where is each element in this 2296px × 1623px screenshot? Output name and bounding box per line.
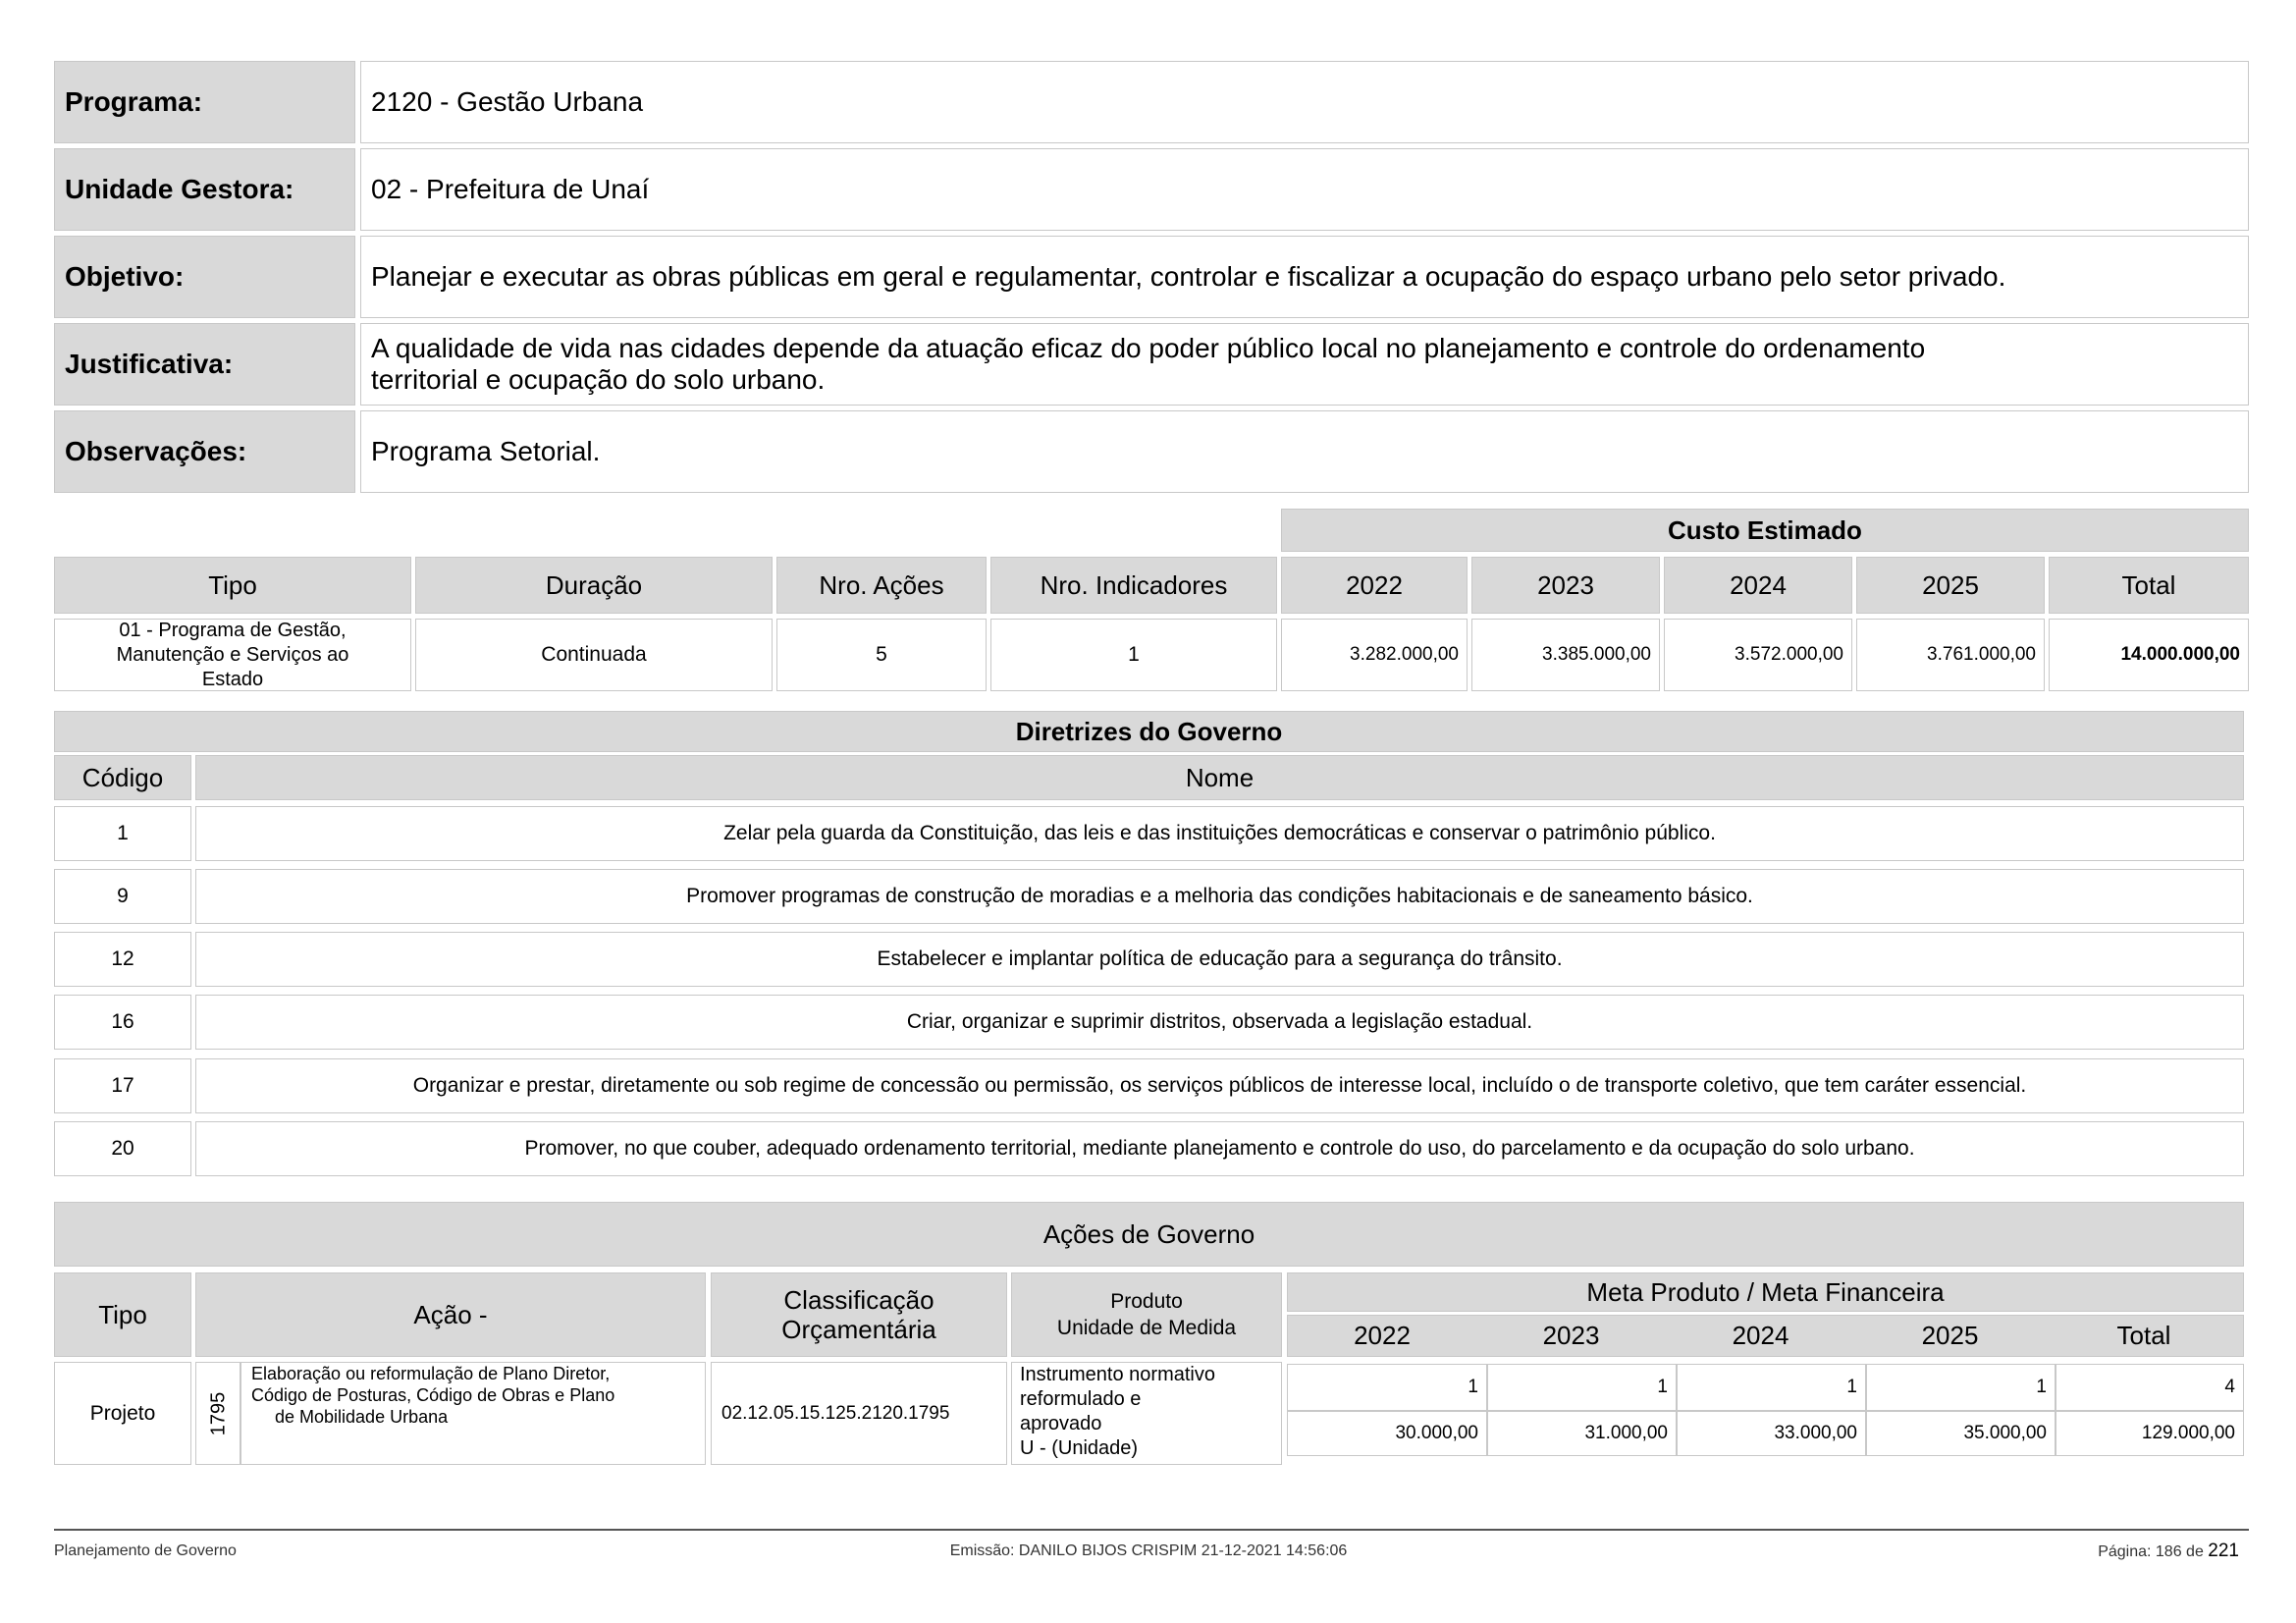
diretriz-codigo: 20: [54, 1121, 191, 1176]
acao-tipo-cell: Projeto: [54, 1362, 191, 1465]
meta-financeira-2024: 33.000,00: [1677, 1411, 1866, 1456]
acoes-header-meta: Meta Produto / Meta Financeira: [1287, 1272, 2244, 1312]
unidade-gestora-label: Unidade Gestora:: [54, 148, 355, 231]
diretriz-nome: Promover programas de construção de moradias e a melhoria das condições habitacionais e de saneamento básico.: [195, 869, 2244, 924]
summary-tipo-line-1: 01 - Programa de Gestão,: [119, 619, 347, 641]
meta-produto-2022: 1: [1287, 1364, 1487, 1411]
diretrizes-header-nome: Nome: [195, 755, 2244, 800]
diretriz-nome: Organizar e prestar, diretamente ou sob regime de concessão ou permissão, os serviços públicos de interesse local, incluído o de transporte coletivo, que tem caráter essencial.: [195, 1058, 2244, 1113]
summary-header-duracao: Duração: [415, 557, 773, 614]
justificativa-line-1: A qualidade de vida nas cidades depende da atuação eficaz do poder público local no planejamento e controle do ordenamento: [371, 333, 1926, 363]
diretrizes-title: Diretrizes do Governo: [54, 711, 2244, 752]
footer-center: Emissão: DANILO BIJOS CRISPIM 21-12-2021 14:56:06: [949, 1542, 1348, 1559]
acao-descricao-line-1: Elaboração ou reformulação de Plano Diretor,: [251, 1364, 611, 1383]
meta-financeira-2023: 31.000,00: [1487, 1411, 1677, 1456]
acoes-title: Ações de Governo: [54, 1202, 2244, 1267]
diretriz-nome: Criar, organizar e suprimir distritos, observada a legislação estadual.: [195, 995, 2244, 1050]
meta-produto-2023: 1: [1487, 1364, 1677, 1411]
produto-line-1: Produto: [1110, 1290, 1183, 1313]
custo-estimado-header: Custo Estimado: [1281, 509, 2249, 552]
acao-codigo-cell: [195, 1362, 240, 1465]
meta-financeira-total: 129.000,00: [2056, 1411, 2244, 1456]
meta-financeira-2025: 35.000,00: [1866, 1411, 2056, 1456]
meta-financeira-2022: 30.000,00: [1287, 1411, 1487, 1456]
acoes-header-classificacao: [711, 1272, 1007, 1357]
footer-page-prefix: Página: 186 de: [2098, 1543, 2204, 1560]
meta-produto-2025: 1: [1866, 1364, 2056, 1411]
summary-header-nro-acoes: Nro. Ações: [776, 557, 987, 614]
acoes-header-produto: [1011, 1272, 1282, 1357]
summary-nro-indicadores-cell: 1: [990, 619, 1277, 691]
objetivo-value: Planejar e executar as obras públicas em geral e regulamentar, controlar e fiscalizar a ocupação do espaço urbano pelo setor privado.: [360, 236, 2249, 318]
justificativa-value: [360, 323, 2249, 406]
footer-page-total: 221: [2208, 1541, 2239, 1561]
diretriz-codigo: 17: [54, 1058, 191, 1113]
acao-produto-line-4: U - (Unidade): [1020, 1437, 1139, 1459]
acoes-header-year-2024: 2024: [1666, 1315, 1855, 1357]
summary-nro-acoes-cell: 5: [776, 619, 987, 691]
acao-classificacao-cell: 02.12.05.15.125.2120.1795: [711, 1362, 1007, 1465]
summary-header-2025: 2025: [1856, 557, 2045, 614]
diretriz-nome: Promover, no que couber, adequado ordenamento territorial, mediante planejamento e controle do uso, do parcelamento e da ocupação do solo urbano.: [195, 1121, 2244, 1176]
programa-value: 2120 - Gestão Urbana: [360, 61, 2249, 143]
acao-descricao-line-3: de Mobilidade Urbana: [275, 1407, 449, 1427]
summary-2024-cell: 3.572.000,00: [1664, 619, 1852, 691]
summary-2023-cell: 3.385.000,00: [1471, 619, 1660, 691]
meta-produto-total: 4: [2056, 1364, 2244, 1411]
footer-page: [1954, 1541, 2239, 1566]
acoes-header-year-2022: 2022: [1287, 1315, 1476, 1357]
summary-total-cell: 14.000.000,00: [2049, 619, 2249, 691]
summary-tipo-cell: [54, 619, 411, 691]
acao-produto-cell: [1011, 1362, 1282, 1465]
diretriz-nome: Estabelecer e implantar política de educação para a segurança do trânsito.: [195, 932, 2244, 987]
produto-line-2: Unidade de Medida: [1056, 1317, 1237, 1339]
objetivo-label: Objetivo:: [54, 236, 355, 318]
summary-2022-cell: 3.282.000,00: [1281, 619, 1468, 691]
acoes-header-acao: Ação -: [195, 1272, 706, 1357]
summary-header-2024: 2024: [1664, 557, 1852, 614]
observacoes-value: Programa Setorial.: [360, 410, 2249, 493]
summary-duracao-cell: Continuada: [415, 619, 773, 691]
summary-header-total: Total: [2049, 557, 2249, 614]
diretriz-codigo: 12: [54, 932, 191, 987]
acoes-header-year-2023: 2023: [1476, 1315, 1666, 1357]
observacoes-label: Observações:: [54, 410, 355, 493]
diretriz-nome: Zelar pela guarda da Constituição, das leis e das instituições democráticas e conservar o patrimônio público.: [195, 806, 2244, 861]
justificativa-line-2: territorial e ocupação do solo urbano.: [371, 364, 826, 395]
summary-tipo-line-3: Estado: [201, 668, 264, 690]
acoes-header-tipo: Tipo: [54, 1272, 191, 1357]
summary-2025-cell: 3.761.000,00: [1856, 619, 2045, 691]
footer-left: Planejamento de Governo: [54, 1542, 237, 1559]
classificacao-line-1: Classificação: [783, 1285, 934, 1315]
justificativa-label: Justificativa:: [54, 323, 355, 406]
summary-header-tipo: Tipo: [54, 557, 411, 614]
programa-label: Programa:: [54, 61, 355, 143]
diretrizes-header-codigo: Código: [54, 755, 191, 800]
acao-descricao-cell: [240, 1362, 706, 1465]
diretriz-codigo: 9: [54, 869, 191, 924]
classificacao-line-2: Orçamentária: [781, 1315, 936, 1344]
unidade-gestora-value: 02 - Prefeitura de Unaí: [360, 148, 2249, 231]
acao-codigo: 1795: [207, 1391, 229, 1435]
summary-tipo-line-2: Manutenção e Serviços ao: [116, 643, 349, 666]
diretriz-codigo: 1: [54, 806, 191, 861]
acao-produto-line-3: aprovado: [1020, 1413, 1102, 1434]
diretriz-codigo: 16: [54, 995, 191, 1050]
summary-header-nro-indicadores: Nro. Indicadores: [990, 557, 1277, 614]
summary-header-2022: 2022: [1281, 557, 1468, 614]
acao-descricao-line-2: Código de Posturas, Código de Obras e Plano: [251, 1385, 615, 1405]
footer-divider: [54, 1529, 2249, 1531]
acoes-header-year-2025: 2025: [1855, 1315, 2045, 1357]
acao-produto-line-2: reformulado e: [1020, 1388, 1142, 1410]
acoes-header-total: Total: [2045, 1315, 2244, 1357]
meta-produto-2024: 1: [1677, 1364, 1866, 1411]
acao-produto-line-1: Instrumento normativo: [1020, 1364, 1215, 1385]
summary-header-2023: 2023: [1471, 557, 1660, 614]
